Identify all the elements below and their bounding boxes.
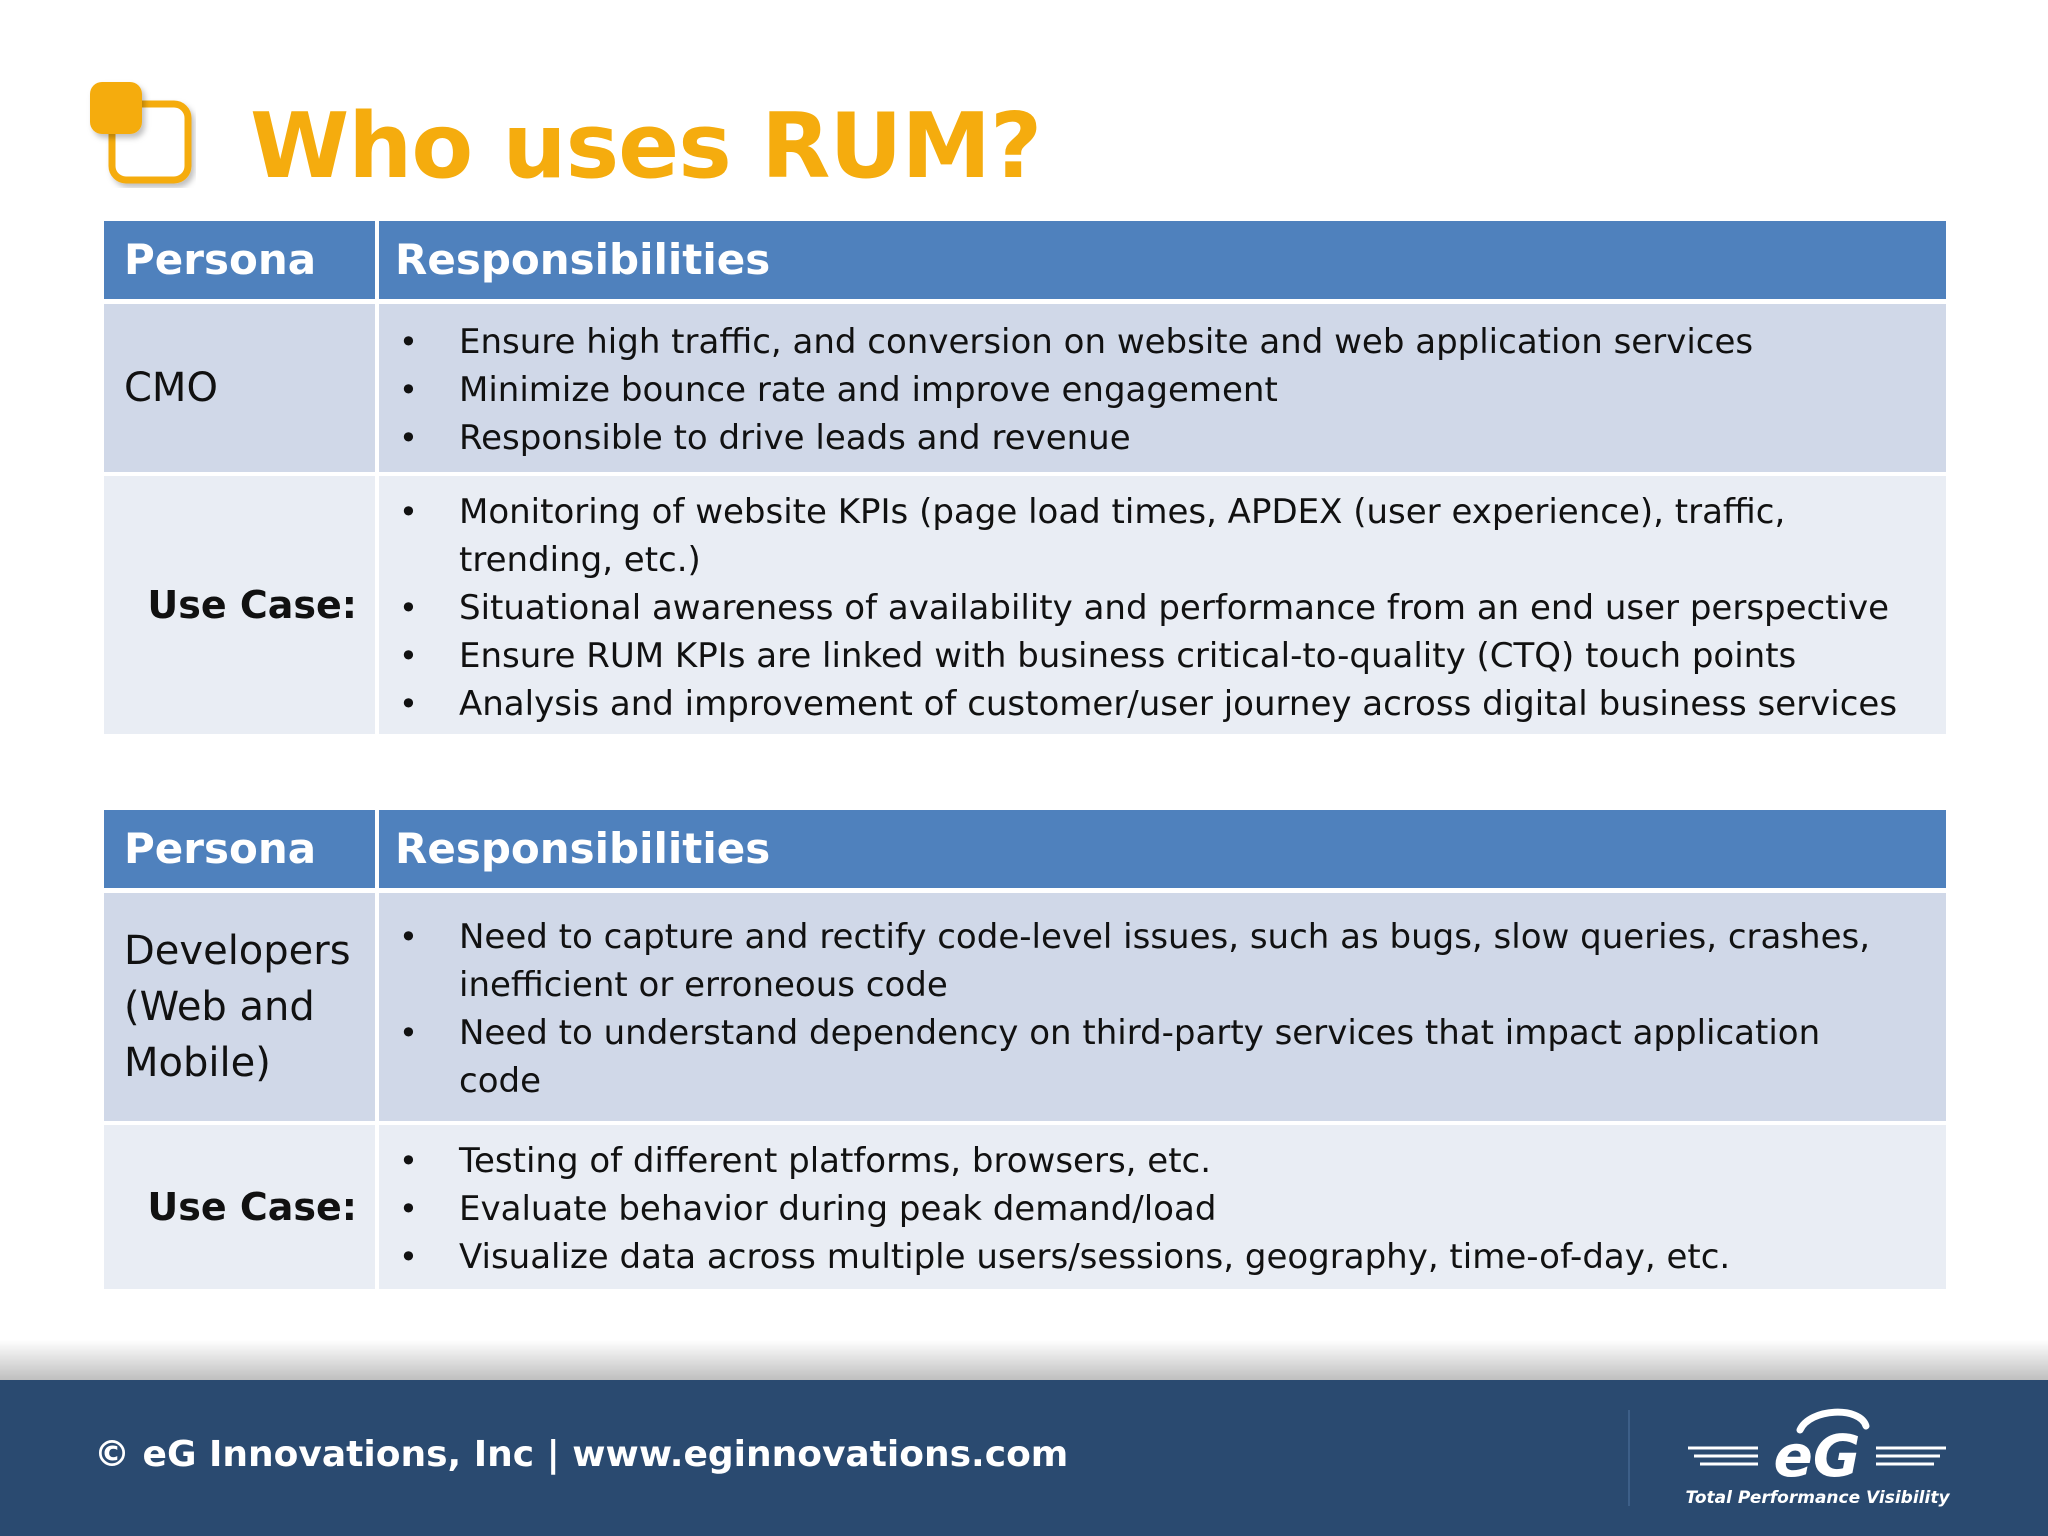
list-item: • Monitoring of website KPIs (page load times, APDEX (user experience), traffic, trending, etc.) [379,488,1946,584]
list-item: • Testing of different platforms, browsers, etc. [379,1137,1946,1185]
list-item: • Situational awareness of availability and performance from an end user perspective [379,584,1946,632]
persona-name: Developers (Web and Mobile) [104,893,375,1121]
page-title: Who uses RUM? [250,94,1042,199]
footer-divider [1628,1410,1630,1506]
list-item: • Need to capture and rectify code-level issues, such as bugs, slow queries, crashes, inefficient or erroneous code [379,913,1946,1009]
footer-shadow [0,1340,2048,1380]
eg-logo-icon [1680,1404,1955,1514]
table-row [104,476,1946,734]
use-case-list [379,476,1946,734]
use-case-label: Use Case: [104,476,375,734]
list-item: • Analysis and improvement of customer/user journey across digital business services [379,680,1946,728]
header-responsibilities: Responsibilities [375,221,1946,299]
header-persona: Persona [124,235,317,284]
rounded-squares-icon [86,78,196,188]
use-case-list [379,1125,1946,1289]
use-case-cell [379,476,1946,734]
responsibility-list [379,304,1946,472]
list-item: • Ensure RUM KPIs are linked with business critical-to-quality (CTQ) touch points [379,632,1946,680]
eg-logo-graphic [1680,1404,1955,1488]
table-header-row [104,810,1946,888]
logo-tagline: Total Performance Visibility [1685,1488,1950,1508]
persona-table-cmo [104,221,1946,738]
responsibilities-cell [379,893,1946,1121]
header-persona: Persona [124,824,317,873]
header-responsibilities: Responsibilities [375,810,1946,888]
footer-copyright: © eG Innovations, Inc | www.eginnovations.com [94,1434,1069,1475]
table-header-row [104,221,1946,299]
logo-text: eG [1773,1422,1861,1488]
table-row [104,1125,1946,1289]
footer [0,1380,2048,1536]
use-case-label: Use Case: [104,1125,375,1289]
list-item: • Ensure high traffic, and conversion on website and web application services [379,318,1946,366]
list-item: • Need to understand dependency on third-party services that impact application code [379,1009,1946,1105]
table-row [104,304,1946,472]
responsibilities-cell [379,304,1946,472]
list-item: • Evaluate behavior during peak demand/load [379,1185,1946,1233]
list-item: • Visualize data across multiple users/sessions, geography, time-of-day, etc. [379,1233,1946,1281]
persona-name: CMO [104,304,375,472]
table-row [104,893,1946,1121]
list-item: • Responsible to drive leads and revenue [379,414,1946,462]
responsibility-list [379,893,1946,1121]
use-case-cell [379,1125,1946,1289]
persona-table-developers [104,810,1946,1293]
list-item: • Minimize bounce rate and improve engagement [379,366,1946,414]
